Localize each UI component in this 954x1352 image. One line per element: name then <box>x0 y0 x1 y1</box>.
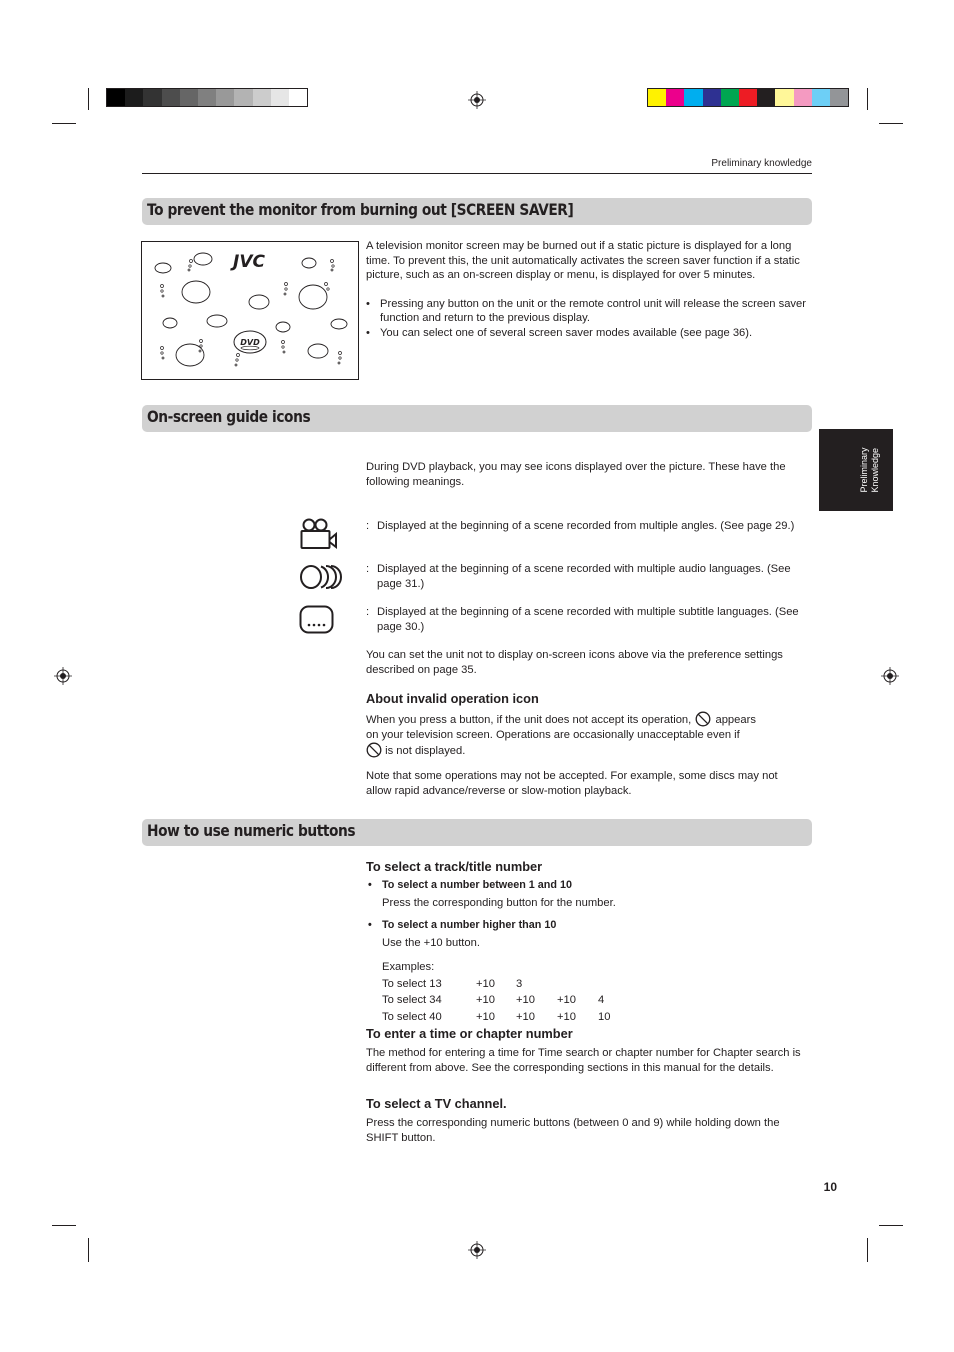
icons-intro: During DVD playback, you may see icons displayed over the picture. These have the following meanings. <box>366 461 786 488</box>
page-number: 10 <box>823 1180 837 1194</box>
color-swatch <box>666 89 684 106</box>
color-swatch <box>721 89 739 106</box>
color-swatch <box>253 89 271 106</box>
invalid-operation-note: Note that some operations may not be accepted. For example, some discs may not allow rapid advance/reverse or slow-motion playback. <box>366 770 778 797</box>
icons-note: You can set the unit not to display on-screen icons above via the preference settings described on page 35. <box>366 649 783 676</box>
side-tab-label: Preliminary Knowledge <box>859 447 880 493</box>
screen-saver-illustration <box>141 241 359 380</box>
color-swatch <box>684 89 702 106</box>
sub1-text: Press the corresponding button for the number. <box>382 897 616 909</box>
bubbles-illustration <box>142 242 358 379</box>
section-header-numeric-buttons <box>142 819 812 846</box>
color-swatch <box>125 89 143 106</box>
color-swatch <box>794 89 812 106</box>
crop-mark <box>52 1225 76 1226</box>
section-title: To prevent the monitor from burning out [SCREEN SAVER] <box>147 200 574 219</box>
registration-mark-icon <box>54 667 72 685</box>
color-swatch <box>216 89 234 106</box>
color-swatch <box>812 89 830 106</box>
icon-description-subtitle: : Displayed at the beginning of a scene recorded with multiple subtitle languages. (See page 30.) <box>366 606 799 633</box>
registration-mark-icon <box>468 1241 486 1259</box>
color-swatch <box>703 89 721 106</box>
subtitle-icon <box>299 605 335 635</box>
color-swatch <box>271 89 289 106</box>
running-head: Preliminary knowledge <box>711 158 812 169</box>
color-swatch <box>234 89 252 106</box>
crop-mark <box>879 123 903 124</box>
grayscale-color-bar <box>106 88 308 107</box>
section-title: How to use numeric buttons <box>147 821 356 840</box>
tv-channel-text: Press the corresponding numeric buttons (between 0 and 9) while holding down the SHIFT button. <box>366 1117 780 1144</box>
time-chapter-text: The method for entering a time for Time search or chapter number for Chapter search is different from above. See the corresponding sections in this manual for the details. <box>366 1047 801 1074</box>
header-rule <box>142 173 812 174</box>
time-chapter-heading: To enter a time or chapter number <box>366 1026 573 1041</box>
color-swatch <box>757 89 775 106</box>
color-swatch <box>143 89 161 106</box>
section-title: On-screen guide icons <box>147 407 311 426</box>
invalid-operation-text: When you press a button, if the unit does not accept its operation, appears on your television screen. Operations are occasionally unacceptable even if is not displayed. <box>366 711 816 759</box>
invalid-operation-icon <box>695 711 711 727</box>
dvd-logo: DVD <box>240 338 260 347</box>
invalid-operation-icon <box>366 742 382 758</box>
color-swatch <box>162 89 180 106</box>
color-swatch <box>648 89 666 106</box>
audio-language-icon <box>299 563 343 591</box>
crop-mark <box>88 1238 89 1262</box>
camera-angle-icon <box>300 518 338 550</box>
side-tab <box>819 429 893 511</box>
crop-mark <box>88 88 89 110</box>
crop-mark <box>867 88 868 110</box>
icon-description-angle: : Displayed at the beginning of a scene recorded from multiple angles. (See page 29.) <box>366 520 795 532</box>
section-header-screen-saver <box>142 198 812 225</box>
table-row: To select 34 +10 +10 +10 4 <box>382 994 605 1006</box>
process-color-bar <box>647 88 849 107</box>
examples-table: Examples: To select 13 +10 3 To select 34 +10 +10 +10 4 To select 40 +10 +10 +10 10 <box>382 961 611 1023</box>
screen-saver-description: A television monitor screen may be burned out if a static picture is displayed for a long time. To prevent this, the unit automatically activates the screen saver function if a static picture, such as an on-screen display or menu, is displayed for over 5 minutes. • Pressing any button on the unit or the remote control unit will release the screen saver function and return to the previous display. • You can select one of several screen saver modes available (see page 36). <box>366 239 811 340</box>
crop-mark <box>867 1238 868 1262</box>
bullet-item: • You can select one of several screen saver modes available (see page 36). <box>366 326 811 341</box>
color-swatch <box>289 89 307 106</box>
sub2-text: Use the +10 button. <box>382 937 480 949</box>
registration-mark-icon <box>468 91 486 109</box>
icon-description-audio: : Displayed at the beginning of a scene recorded with multiple audio languages. (See page 31.) <box>366 563 791 590</box>
bullet-item: • Pressing any button on the unit or the remote control unit will release the screen saver function and return to the previous display. <box>366 297 811 326</box>
jvc-logo: JVC <box>233 252 265 272</box>
color-swatch <box>198 89 216 106</box>
section-header-onscreen-icons <box>142 405 812 432</box>
color-swatch <box>830 89 848 106</box>
color-swatch <box>775 89 793 106</box>
invalid-operation-heading: About invalid operation icon <box>366 691 539 706</box>
table-row: To select 40 +10 +10 +10 10 <box>382 1010 611 1023</box>
track-title-heading: To select a track/title number <box>366 859 543 874</box>
color-swatch <box>180 89 198 106</box>
color-swatch <box>739 89 757 106</box>
crop-mark <box>52 123 76 124</box>
crop-mark <box>879 1225 903 1226</box>
registration-mark-icon <box>881 667 899 685</box>
tv-channel-heading: To select a TV channel. <box>366 1096 507 1111</box>
color-swatch <box>107 89 125 106</box>
table-row: To select 13 +10 3 <box>382 977 523 990</box>
